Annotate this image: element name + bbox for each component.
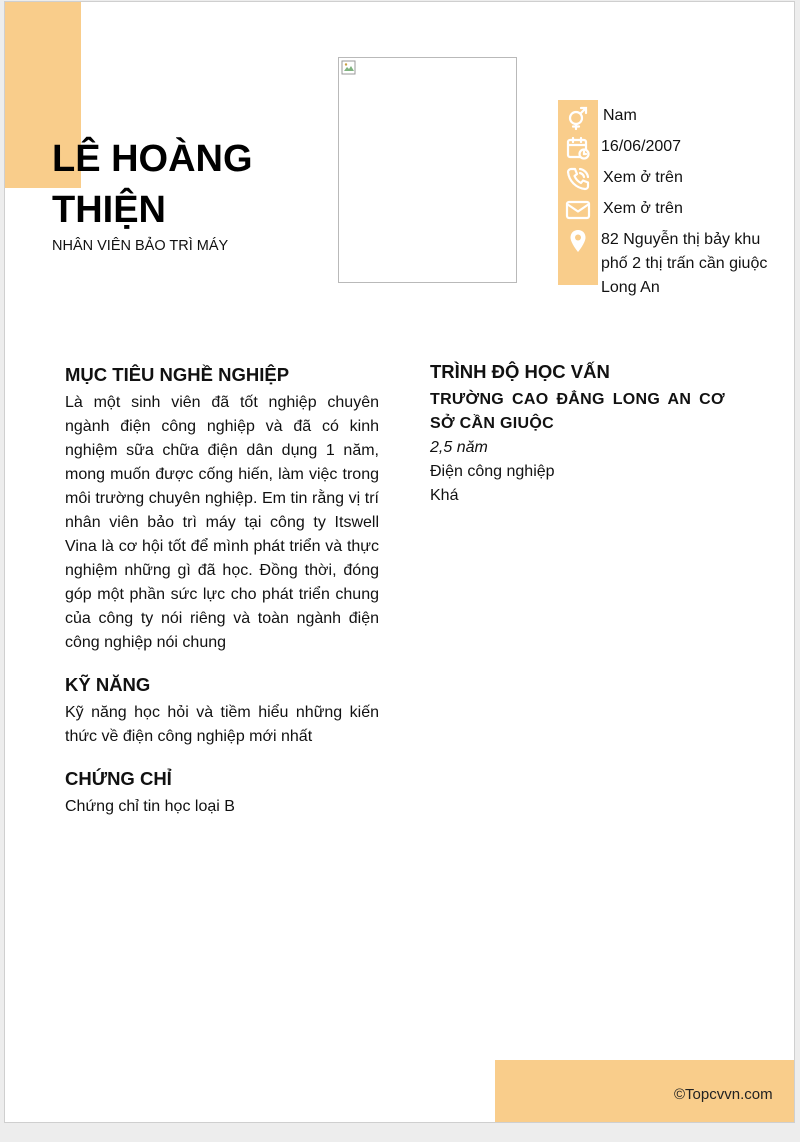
contact-address: 82 Nguyễn thị bảy khu phố 2 thị trấn cần giuộc Long An bbox=[601, 231, 768, 296]
skills-title: KỸ NĂNG bbox=[65, 674, 151, 695]
contact-email: Xem ở trên bbox=[603, 200, 683, 217]
education-duration: 2,5 năm bbox=[430, 439, 488, 456]
contact-icon-strip bbox=[558, 100, 598, 285]
broken-image-icon bbox=[341, 60, 357, 76]
education-school: TRƯỜNG CAO ĐẲNG LONG AN CƠ SỞ CẦN GIUỘC bbox=[430, 391, 725, 432]
copyright-text: ©Topcvvn.com bbox=[674, 1086, 773, 1103]
calendar-icon bbox=[562, 134, 594, 162]
profile-photo bbox=[338, 57, 517, 283]
contact-birthday: 16/06/2007 bbox=[601, 138, 682, 155]
gender-icon bbox=[562, 103, 594, 131]
certificates-title: CHỨNG CHỈ bbox=[65, 768, 172, 789]
education-major: Điện công nghiệp bbox=[430, 463, 555, 480]
contact-gender: Nam bbox=[603, 107, 637, 124]
phone-icon bbox=[562, 165, 594, 193]
cv-page bbox=[4, 1, 795, 1123]
education-title: TRÌNH ĐỘ HỌC VẤN bbox=[430, 361, 610, 382]
education-grade: Khá bbox=[430, 487, 459, 504]
candidate-name: LÊ HOÀNG THIỆN bbox=[52, 138, 253, 231]
objective-text: Là một sinh viên đã tốt nghiệp chuyên ngành điện công nghiệp và đã có kinh nghiệm sữa chữa điện dân dụng 1 năm, mong muốn được cống hiến, làm việc trong môi trường chuyên nghiệp. Em tin rằng vị trí nhân viên bảo trì máy tại công ty Itswell Vina là cơ hội tốt để mình phát triển và thực nghiệm những gì đã học. Đồng thời, đóng góp một phần sức lực cho phát triển chung của công ty nói riêng và toàn ngành điện công nghiệp nói chung bbox=[65, 394, 379, 651]
location-icon bbox=[562, 227, 594, 255]
job-title: NHÂN VIÊN BẢO TRÌ MÁY bbox=[52, 238, 229, 254]
skills-text: Kỹ năng học hỏi và tiềm hiểu những kiến thức về điện công nghiệp mới nhất bbox=[65, 704, 379, 745]
objective-title: MỤC TIÊU NGHỀ NGHIỆP bbox=[65, 364, 290, 385]
certificates-text: Chứng chỉ tin học loại B bbox=[65, 798, 235, 815]
email-icon bbox=[562, 196, 594, 224]
contact-phone: Xem ở trên bbox=[603, 169, 683, 186]
